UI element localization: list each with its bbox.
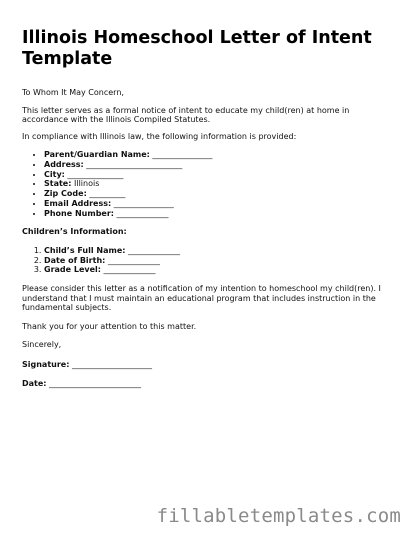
field-label: Phone Number: (44, 208, 114, 218)
field-label: Zip Code: (44, 189, 87, 199)
closing: Sincerely, (22, 340, 62, 350)
thanks-paragraph: Thank you for your attention to this matter. (22, 321, 197, 331)
state-item (44, 179, 397, 189)
field-value[interactable]: ______________ (64, 169, 124, 179)
field-label: Date of Birth: (44, 255, 106, 265)
date-label: Date: (22, 378, 47, 388)
parent-name-item (44, 150, 397, 160)
email-item (44, 199, 397, 209)
field-value[interactable]: _____________ (100, 265, 156, 275)
field-label: State: (44, 179, 72, 189)
field-label: Address: (44, 160, 84, 170)
field-label: City: (44, 169, 65, 179)
address-item (44, 160, 397, 170)
consider-paragraph: Please consider this letter as a notification of my intention to homeschool my child(ren). I understand that I must maintain an educational program that includes instruction in the fundamental subjects. (22, 284, 381, 313)
field-label: Child’s Full Name: (44, 245, 126, 255)
page-title: Illinois Homeschool Letter of Intent Template (22, 28, 372, 69)
watermark: fillabletemplates.com (156, 505, 401, 527)
field-value: Illinois (71, 179, 100, 189)
phone-item (44, 209, 397, 219)
zip-code-item (44, 189, 397, 199)
field-value[interactable]: _______________ (111, 198, 174, 208)
field-value[interactable]: _____________ (105, 255, 160, 265)
field-label: Grade Level: (44, 265, 101, 275)
parent-info-list (22, 150, 397, 218)
field-value[interactable]: _________ (86, 189, 126, 199)
city-item (44, 170, 397, 180)
field-value[interactable]: _____________ (125, 245, 180, 255)
grade-level-item (44, 265, 397, 275)
greeting: To Whom It May Concern, (22, 88, 124, 97)
field-label: Parent/Guardian Name: (44, 150, 150, 160)
field-label: Email Address: (44, 198, 112, 208)
letter-document (22, 28, 397, 388)
children-info-list (22, 246, 397, 275)
child-name-item (44, 246, 397, 256)
field-value[interactable]: ________________________ (83, 160, 183, 170)
date-field[interactable]: _______________________ (46, 378, 142, 388)
field-value[interactable]: _____________ (113, 208, 169, 218)
signature-label: Signature: (22, 359, 70, 369)
date-line (22, 379, 397, 389)
children-heading: Children’s Information: (22, 227, 127, 237)
signature-field[interactable]: ____________________ (69, 359, 152, 369)
field-value[interactable]: _______________ (149, 150, 213, 160)
purpose-paragraph: This letter serves as a formal notice of intent to educate my child(ren) at home in accordance with the Illinois Compiled Statutes. (22, 105, 350, 125)
date-of-birth-item (44, 256, 397, 266)
signature-line (22, 360, 397, 370)
compliance-paragraph: In compliance with Illinois law, the following information is provided: (22, 131, 297, 141)
